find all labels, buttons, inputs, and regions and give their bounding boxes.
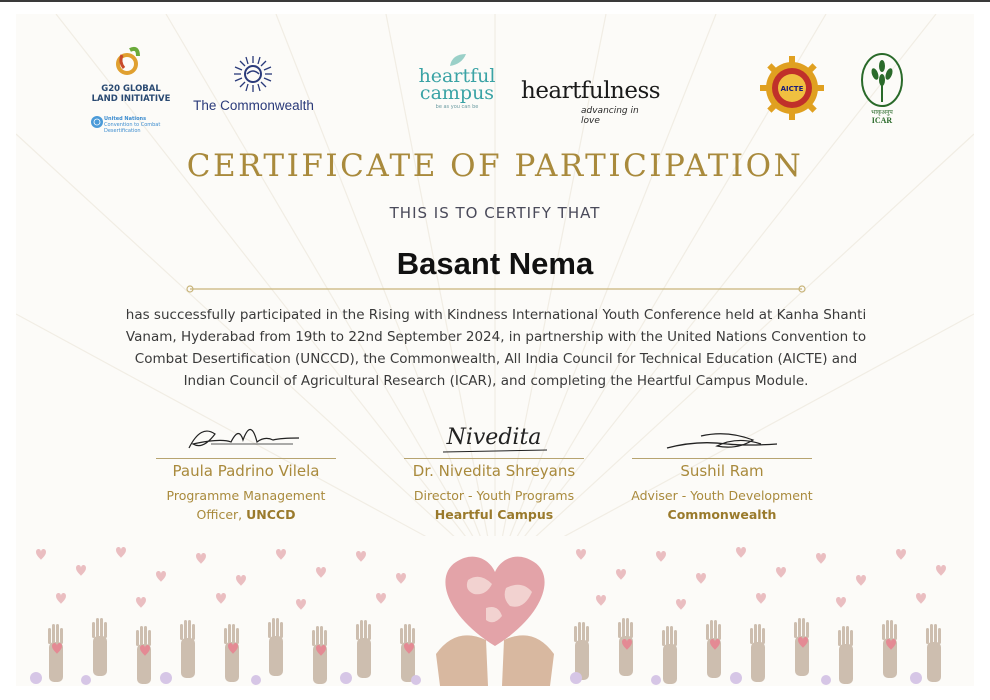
signatory-heartful-campus	[394, 414, 594, 524]
signatory-role: Programme Management	[166, 488, 326, 503]
certificate-heading: CERTIFICATE OF PARTICIPATION	[186, 148, 804, 184]
commonwealth-logo	[186, 54, 321, 129]
footer-illustration	[16, 536, 974, 686]
heartfulness-logo	[521, 78, 661, 126]
recipient-name: Basant Nema	[396, 246, 594, 281]
aicte-gear-emblem-icon	[760, 56, 824, 120]
signatory-unccd	[146, 414, 346, 524]
g20-title-line2: LAND INITIATIVE	[91, 94, 171, 104]
signatory-role: Director - Youth Programs	[413, 488, 575, 503]
signature-nivedita-text: Nivedita	[446, 425, 542, 450]
aicte-label: AICTE	[780, 85, 804, 93]
body-line-1: has successfully participated in the Rising with Kindness International Youth Conference held at Kanha Shanti	[125, 307, 867, 323]
icar-label: ICAR	[871, 116, 893, 125]
aicte-logo	[760, 56, 824, 120]
un-line2: Convention to Combat	[104, 122, 161, 128]
commonwealth-globe-icon	[232, 54, 274, 94]
icar-hindi-label: भाकृअनुप	[871, 109, 893, 116]
commonwealth-wordmark: The Commonwealth	[193, 98, 314, 113]
signature-sushil	[657, 414, 787, 458]
un-line1: United Nations	[104, 116, 147, 122]
heartful-campus-line2: campus	[419, 82, 495, 104]
signatory-role-prefix: Officer,	[196, 507, 247, 522]
body-line-3: Combat Desertification (UNCCD), the Commonwealth, All India Council for Technical Education (AICTE) and	[134, 351, 858, 367]
signatory-org: Commonwealth	[667, 507, 777, 522]
body-line-2: Vanam, Hyderabad from 19th to 22nd September 2024, in partnership with the United Nations Convention to	[125, 329, 867, 345]
signatory-org: Heartful Campus	[434, 507, 554, 522]
name-divider	[186, 284, 806, 294]
heartful-campus-line1: heartful	[418, 65, 496, 87]
signatory-name: Sushil Ram	[680, 462, 764, 480]
g20-land-initiative-logo	[86, 44, 176, 134]
signatory-name: Paula Padrino Vilela	[172, 462, 320, 480]
heartfulness-tagline: advancing in love	[581, 106, 639, 126]
g20-swirl-icon	[86, 44, 176, 82]
signature-paula	[181, 414, 311, 458]
certificate	[16, 14, 974, 686]
certificate-subheading: THIS IS TO CERTIFY THAT	[389, 204, 601, 222]
hands-and-hearts-illustration	[16, 536, 974, 686]
earth-heart-icon	[436, 557, 554, 686]
un-emblem-icon	[90, 115, 104, 129]
signatory-org: UNCCD	[246, 507, 296, 522]
un-line3: Desertification	[104, 128, 141, 134]
g20-title-line1: G20 GLOBAL	[101, 84, 161, 94]
heartfulness-wordmark: heartfulness	[521, 78, 661, 104]
certificate-body	[124, 304, 868, 392]
signature-nivedita	[429, 414, 559, 458]
signatory-name: Dr. Nivedita Shreyans	[412, 462, 576, 480]
signatory-role: Adviser - Youth Development	[631, 488, 813, 503]
top-border	[0, 0, 990, 2]
signatory-commonwealth	[622, 414, 822, 524]
body-line-4: Indian Council of Agricultural Research (ICAR), and completing the Heartful Campus Module.	[183, 373, 809, 389]
icar-logo	[858, 52, 906, 132]
heartful-campus-tagline: be as you can be	[435, 104, 479, 110]
heartful-campus-logo	[418, 52, 496, 124]
wheat-emblem-icon	[858, 52, 906, 108]
